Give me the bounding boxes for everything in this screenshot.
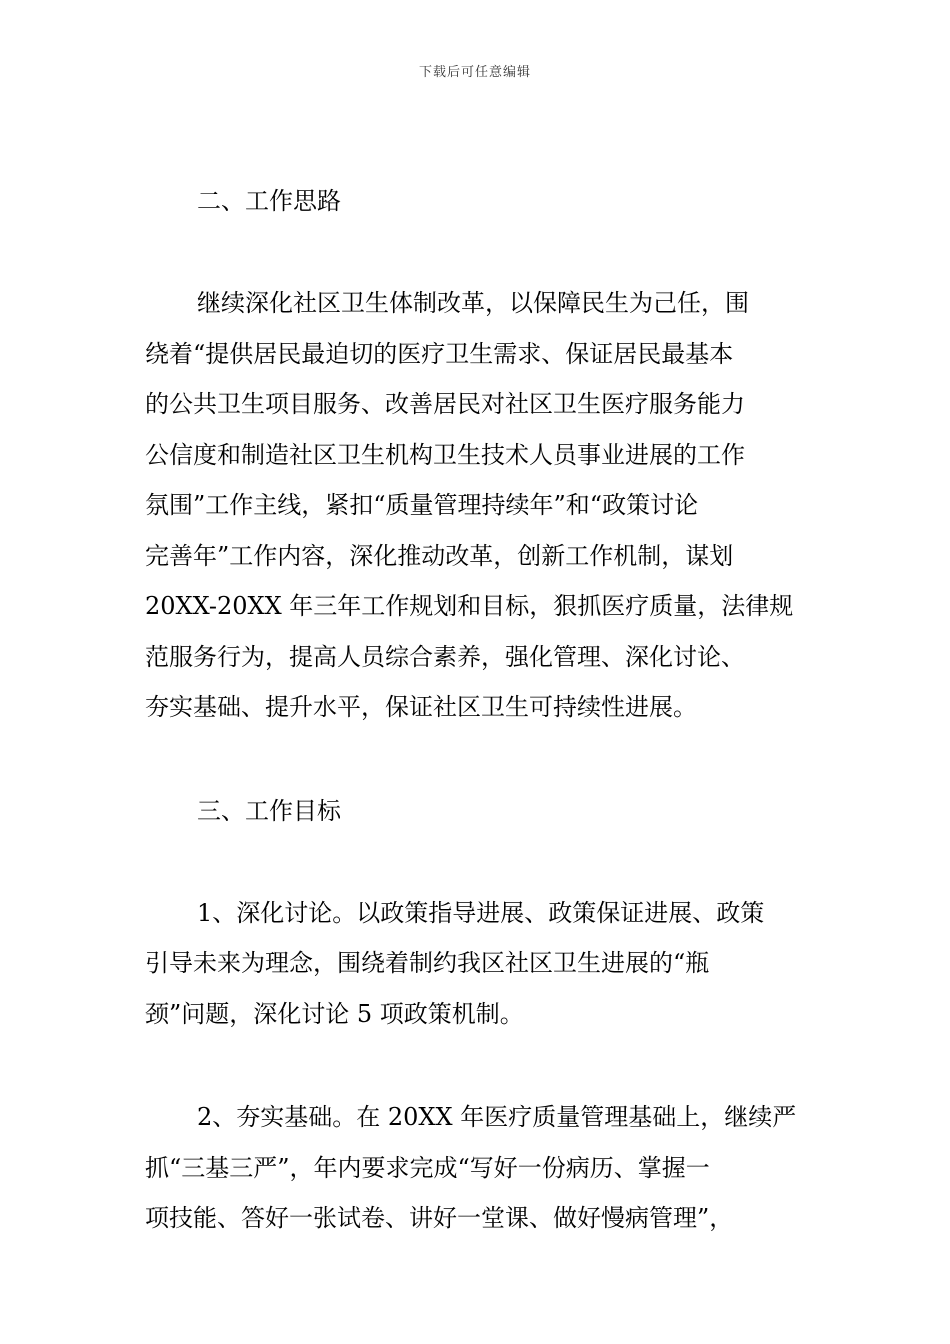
paragraph-line: 氛围”工作主线，紧扣“质量管理持续年”和“政策讨论 [145, 491, 699, 519]
paragraph-line: 20XX-20XX 年三年工作规划和目标，狠抓医疗质量，法律规 [145, 592, 794, 620]
paragraph-line: 范服务行为，提高人员综合素养，强化管理、深化讨论、 [145, 642, 745, 671]
paragraph-line: 2、夯实基础。在 20XX 年医疗质量管理基础上，继续严 [197, 1103, 797, 1131]
paragraph-line: 公信度和制造社区卫生机构卫生技术人员事业进展的工作 [145, 440, 745, 469]
paragraph-line: 1、深化讨论。以政策指导进展、政策保证进展、政策 [197, 898, 765, 927]
document-body [145, 176, 807, 1244]
paragraph-line: 项技能、答好一张试卷、讲好一堂课、做好慢病管理”， [145, 1204, 734, 1232]
paragraph-goal-2 [145, 1092, 807, 1244]
paragraph-line: 引导未来为理念，围绕着制约我区社区卫生进展的“瓶 [145, 949, 710, 977]
paragraph-line: 夯实基础、提升水平，保证社区卫生可持续性进展。 [145, 693, 697, 721]
paragraph-line: 颈”问题，深化讨论 5 项政策机制。 [145, 999, 524, 1028]
paragraph-goal-1 [145, 888, 807, 1040]
section-heading-work-goals: 三、工作目标 [197, 796, 341, 825]
paragraph-line: 抓“三基三严”，年内要求完成“写好一份病历、掌握一 [145, 1153, 710, 1182]
paragraph-line: 继续深化社区卫生体制改革，以保障民生为己任，围 [197, 289, 749, 317]
paragraph-line: 绕着“提供居民最迫切的医疗卫生需求、保证居民最基本 [145, 339, 734, 368]
header-note: 下载后可任意编辑 [418, 65, 531, 80]
paragraph-line: 的公共卫生项目服务、改善居民对社区卫生医疗服务能力 [145, 390, 745, 418]
paragraph-line: 完善年”工作内容，深化推动改革，创新工作机制，谋划 [145, 541, 734, 570]
section-heading-work-approach: 二、工作思路 [197, 187, 341, 215]
paragraph-work-approach [145, 278, 807, 733]
